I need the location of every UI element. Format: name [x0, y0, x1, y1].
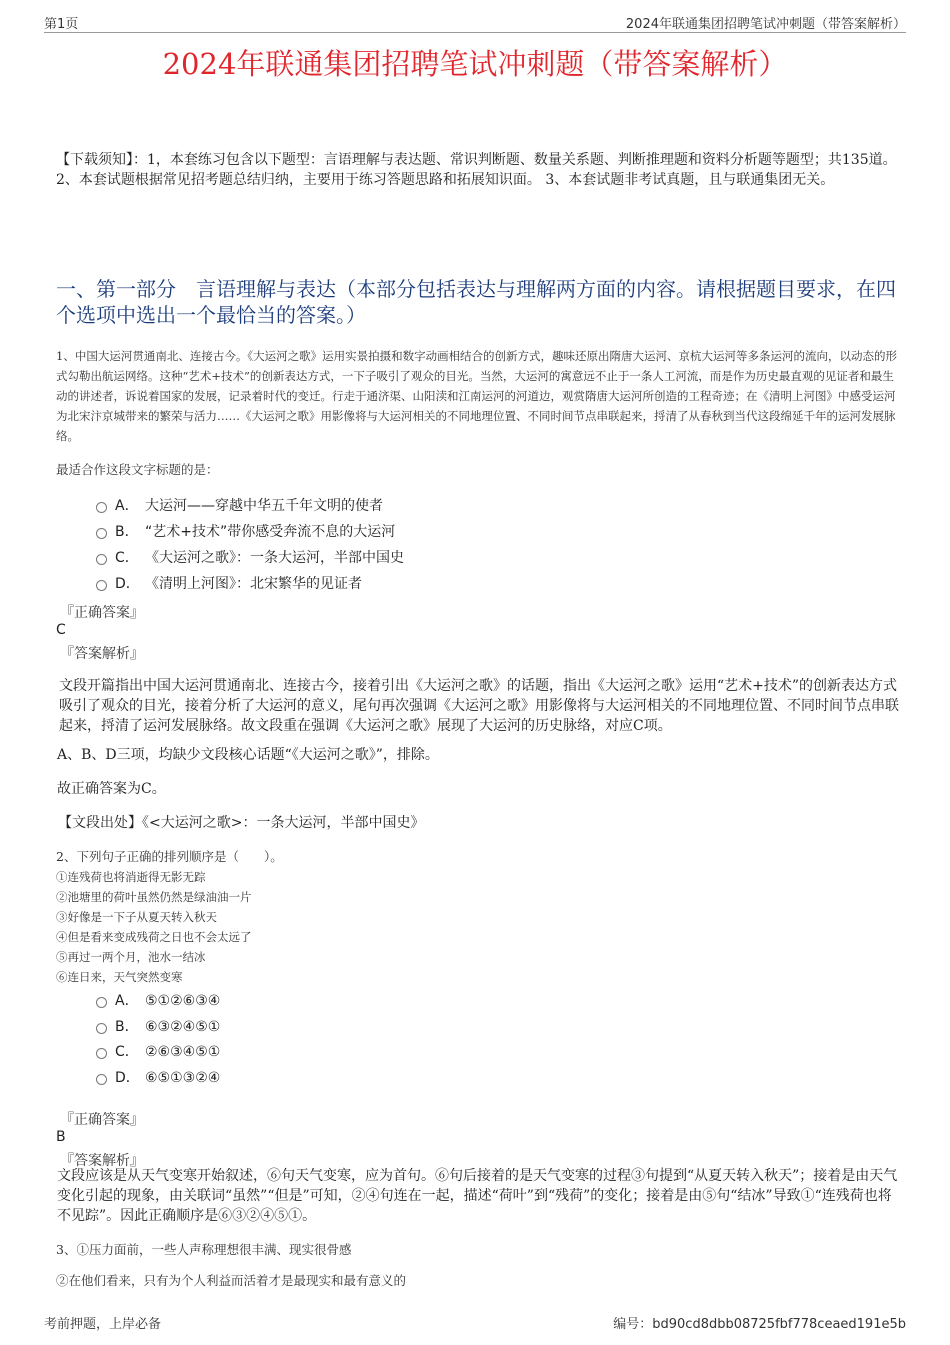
q1-source: 【文段出处】《<大运河之歌>：一条大运河，半部中国史》 — [58, 815, 425, 831]
footer-code-label: 编号： — [613, 1317, 653, 1332]
q2-sentence: ③好像是一下子从夏天转入秋天 — [56, 910, 217, 924]
q1-option-d[interactable]: D． 《清明上河图》：北宋繁华的见证者 — [96, 575, 362, 593]
q2-sentence: ④但是看来变成残荷之日也不会太远了 — [56, 930, 252, 944]
radio-icon[interactable] — [96, 580, 107, 591]
q2-option-d[interactable]: D． ⑥⑤①③②④ — [96, 1069, 220, 1087]
q1-option-b[interactable]: B． “艺术+技术”带你感受奔流不息的大运河 — [96, 523, 395, 541]
q2-option-b[interactable]: B． ⑥③②④⑤① — [96, 1018, 220, 1036]
q1-stem: 1、中国大运河贯通南北、连接古今。《大运河之歌》运用实景拍摄和数字动画相结合的创新方式，趣味还原出隋唐大运河、京杭大运河等多条运河的流向，以动态的形式勾勒出航运网络。这种“艺术+技术”的创新表达方式，一下子吸引了观众的目光。当然，大运河的寓意远不止于一条人工河流，而是作为历史最直观的见证者和最生动的讲述者，诉说着国家的发展，记录着时代的变迁。行走于通济渠、山阳渎和江南运河的河道边，观赏隋唐大运河所创造的工程奇迹；在《清明上河图》中感受运河为北宋汴京城带来的繁荣与活力……《大运河之歌》用影像将与大运河相关的不同地理位置、不同时间节点串联起来，捋清了从春秋到当代这段绵延千年的运河发展脉络。 — [56, 349, 898, 443]
q2-sentence: ⑤再过一两个月，池水一结冰 — [56, 950, 206, 964]
download-notice: 【下载须知】：1，本套练习包含以下题型：言语理解与表达题、常识判断题、数量关系题、判断推理题和资料分析题等题型；共135道。 2、本套试题根据常见招考题总结归纳，主要用于练习答题思路和拓展知识面。 3、本套试题非考试真题，且与联通集团无关。 — [56, 152, 897, 188]
q2-stem: 2、下列句子正确的排列顺序是（ ）。 — [56, 849, 283, 864]
q2-analysis: 文段应该是从天气变寒开始叙述，⑥句天气变寒，应为首句。⑥句后接着的是天气变寒的过程③句提到“从夏天转入秋天”；接着是由天气变化引起的现象，由关联词“虽然”“但是”可知，②④句连在一起，描述“荷叶”到“残荷”的变化；接着是由⑤句“结冰”导致①“连残荷也将不见踪”。因此正确顺序是⑥③②④⑤①。 — [57, 1168, 898, 1224]
header-divider — [44, 32, 906, 33]
q1-analysis-p3: 故正确答案为C。 — [57, 781, 166, 797]
q2-answer-label: 『正确答案』 — [60, 1112, 144, 1128]
q2-analysis-label: 『答案解析』 — [60, 1153, 144, 1169]
q1-analysis-p1: 文段开篇指出中国大运河贯通南北、连接古今，接着引出《大运河之歌》的话题，指出《大运河之歌》运用“艺术+技术”的创新表达方式吸引了观众的目光，接着分析了大运河的意义，尾句再次强调《大运河之歌》用影像将与大运河相关的不同地理位置、不同时间节点串联起来，捋清了运河发展脉络。故文段重在强调《大运河之歌》展现了大运河的历史脉络，对应C项。 — [59, 678, 899, 734]
q2-sentence: ②池塘里的荷叶虽然仍然是绿油油一片 — [56, 890, 252, 904]
radio-icon[interactable] — [96, 502, 107, 513]
q3-line-1: 3、①压力面前，一些人声称理想很丰满、现实很骨感 — [56, 1242, 352, 1257]
page-number: 第1页 — [44, 17, 79, 32]
running-header-title: 2024年联通集团招聘笔试冲刺题（带答案解析） — [625, 17, 906, 32]
q1-option-c[interactable]: C． 《大运河之歌》：一条大运河，半部中国史 — [96, 549, 404, 567]
q2-answer: B — [56, 1129, 66, 1145]
q2-sentence: ①连残荷也将消逝得无影无踪 — [56, 870, 206, 884]
q1-analysis-p2: A、B、D三项，均缺少文段核心话题“《大运河之歌》”，排除。 — [57, 747, 439, 763]
q1-option-a[interactable]: A． 大运河——穿越中华五千年文明的使者 — [96, 497, 383, 515]
radio-icon[interactable] — [96, 528, 107, 539]
section-heading: 一、第一部分 言语理解与表达（本部分包括表达与理解两方面的内容。请根据题目要求，在四个选项中选出一个最恰当的答案。） — [56, 277, 896, 327]
radio-icon[interactable] — [96, 1048, 107, 1059]
radio-icon[interactable] — [96, 554, 107, 565]
radio-icon[interactable] — [96, 997, 107, 1008]
q2-option-a[interactable]: A． ⑤①②⑥③④ — [96, 992, 220, 1010]
q1-answer-label: 『正确答案』 — [60, 605, 144, 621]
q2-sentence: ⑥连日来，天气突然变寒 — [56, 970, 183, 984]
radio-icon[interactable] — [96, 1023, 107, 1034]
q3-line-2: ②在他们看来，只有为个人利益而活着才是最现实和最有意义的 — [56, 1273, 407, 1288]
q2-option-c[interactable]: C． ②⑥③④⑤① — [96, 1043, 220, 1061]
footer-code — [613, 1313, 906, 1332]
document-title: 2024年联通集团招聘笔试冲刺题（带答案解析） — [162, 47, 788, 81]
footer-code-value: bd90cd8dbb08725fbf778ceaed191e5b — [652, 1317, 906, 1332]
q1-analysis-label: 『答案解析』 — [60, 646, 144, 662]
q1-prompt: 最适合作这段文字标题的是： — [56, 462, 219, 477]
radio-icon[interactable] — [96, 1074, 107, 1085]
footer-slogan: 考前押题，上岸必备 — [44, 1317, 162, 1332]
q1-answer: C — [56, 622, 66, 638]
